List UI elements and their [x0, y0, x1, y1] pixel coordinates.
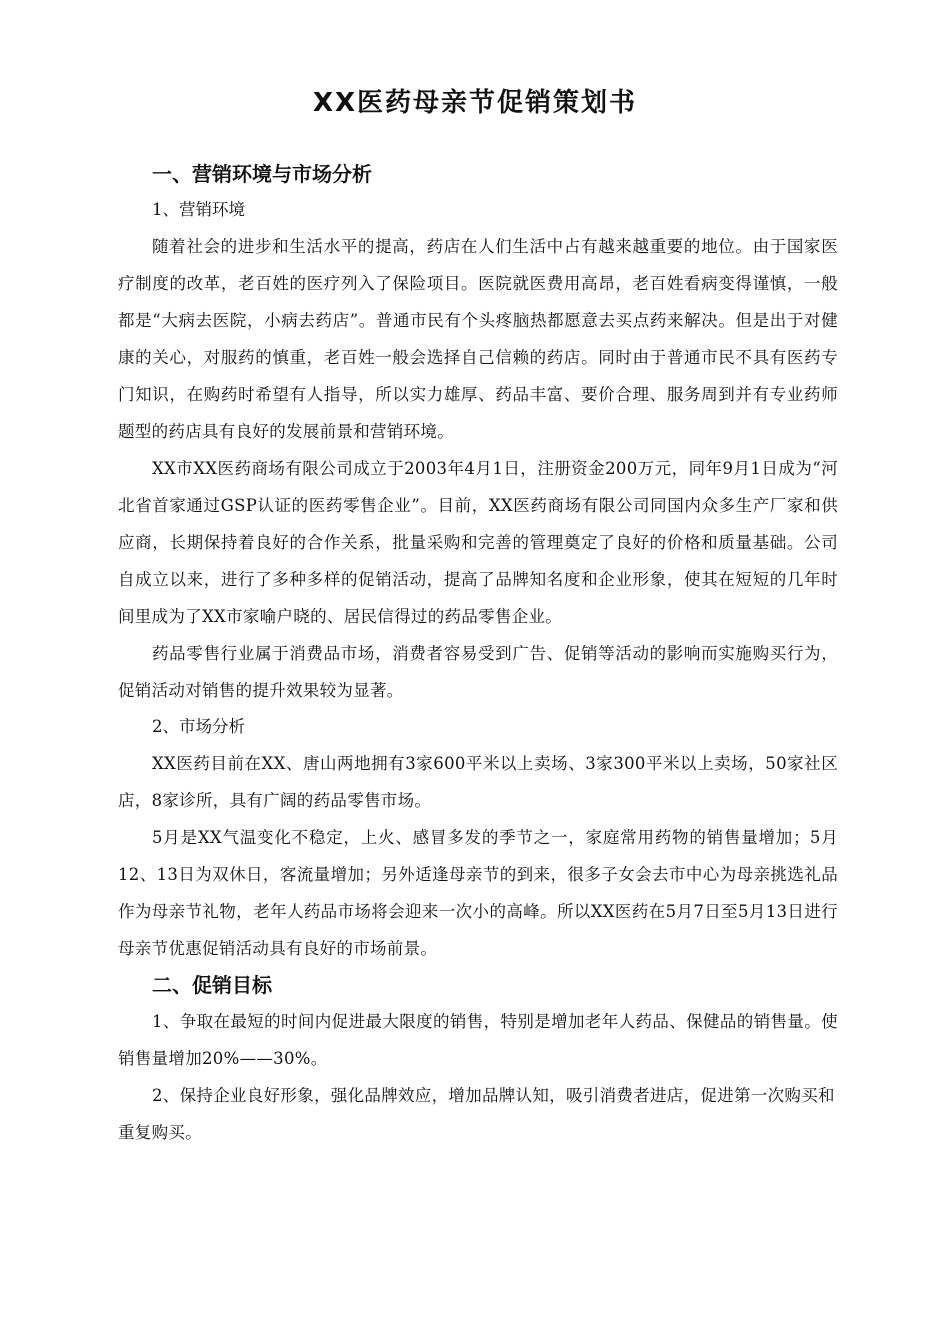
paragraph: 5月是XX气温变化不稳定，上火、感冒多发的季节之一，家庭常用药物的销售量增加；5月12、13日为双休日，客流量增加；另外适逢母亲节的到来，很多子女会去市中心为母亲挑选礼品作为母亲节礼物，老年人药品市场将会迎来一次小的高峰。所以XX医药在5月7日至5月13日进行母亲节优惠促销活动具有良好的市场前景。 — [118, 828, 838, 958]
section-heading-marketing-environment: 一、营销环境与市场分析 — [152, 162, 372, 186]
document-title: XX医药母亲节促销策划书 — [312, 88, 638, 118]
document-body — [118, 156, 838, 1151]
paragraph: 药品零售行业属于消费品市场，消费者容易受到广告、促销等活动的影响而实施购买行为，促销活动对销售的提升效果较为显著。 — [118, 644, 838, 700]
paragraph: XX市XX医药商场有限公司成立于2003年4月1日，注册资金200万元，同年9月1日成为“河北省首家通过GSP认证的医药零售企业”。目前，XX医药商场有限公司同国内众多生产厂家和供应商，长期保持着良好的合作关系，批量采购和完善的管理奠定了良好的价格和质量基础。公司自成立以来，进行了多种多样的促销活动，提高了品牌知名度和企业形象，使其在短短的几年时间里成为了XX市家喻户晓的、居民信得过的药品零售企业。 — [118, 459, 838, 626]
paragraph: 2、保持企业良好形象，强化品牌效应，增加品牌认知，吸引消费者进店，促进第一次购买和重复购买。 — [118, 1086, 835, 1142]
paragraph: 随着社会的进步和生活水平的提高，药店在人们生活中占有越来越重要的地位。由于国家医疗制度的改革，老百姓的医疗列入了保险项目。医院就医费用高昂，老百姓看病变得谨慎，一般都是“大病去医院，小病去药店”。普通市民有个头疼脑热都愿意去买点药来解决。但是出于对健康的关心，对服药的慎重，老百姓一般会选择自己信赖的药店。同时由于普通市民不具有医药专门知识，在购药时希望有人指导，所以实力雄厚、药品丰富、要价合理、服务周到并有专业药师题型的药店具有良好的发展前景和营销环境。 — [118, 237, 838, 441]
section-heading-promotion-goals: 二、促销目标 — [152, 973, 272, 997]
paragraph: 1、争取在最短的时间内促进最大限度的销售，特别是增加老年人药品、保健品的销售量。使销售量增加20%——30%。 — [118, 1012, 838, 1068]
paragraph: XX医药目前在XX、唐山两地拥有3家600平米以上卖场、3家300平米以上卖场，50家社区店，8家诊所，具有广阔的药品零售市场。 — [118, 754, 838, 810]
subsection-heading-market-analysis: 2、市场分析 — [152, 717, 245, 736]
subsection-heading-marketing-environment: 1、营销环境 — [152, 200, 245, 219]
